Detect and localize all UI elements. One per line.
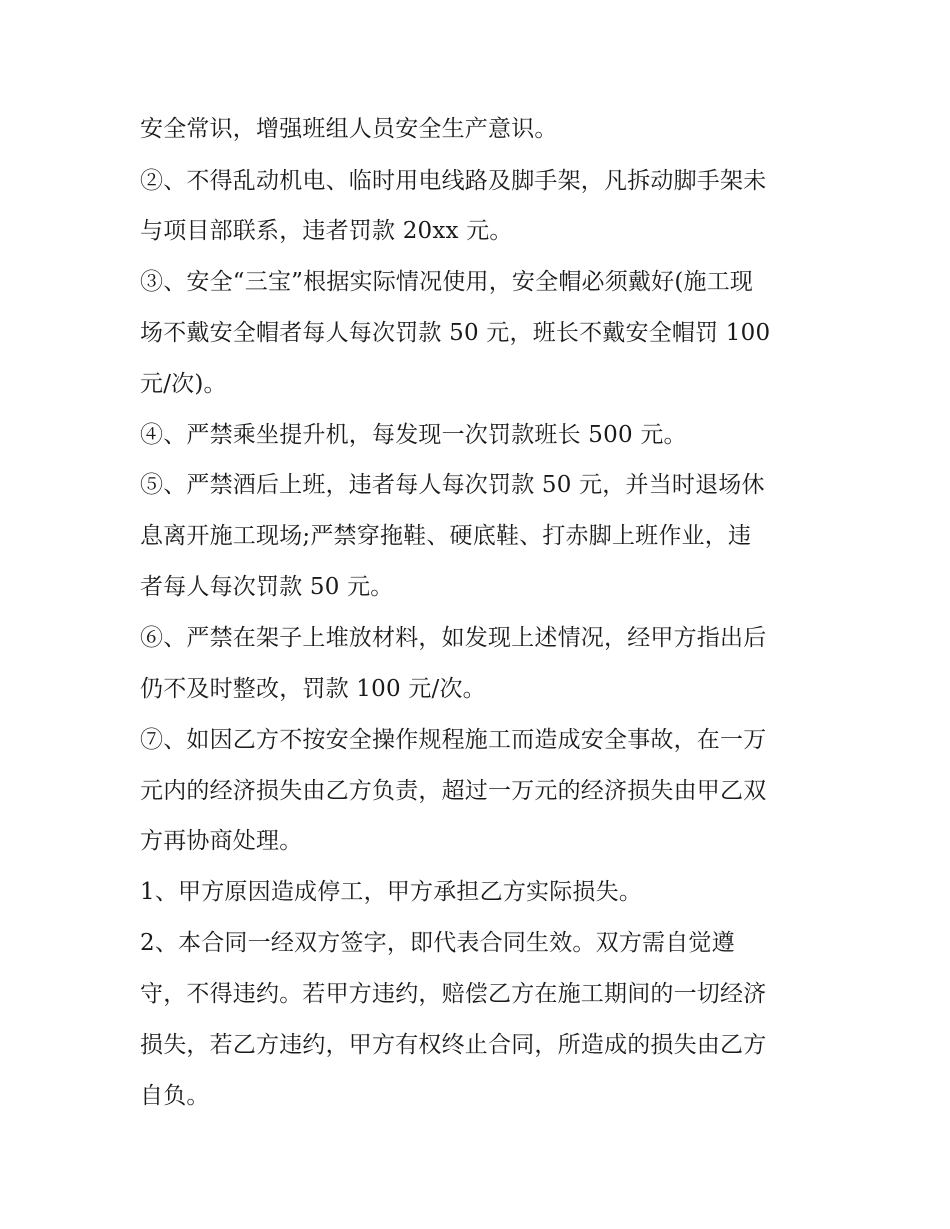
text-line: 元/次)。 <box>140 371 227 397</box>
text-line: 1、甲方原因造成停工，甲方承担乙方实际损失。 <box>140 879 643 905</box>
text-line: 安全常识，增强班组人员安全生产意识。 <box>140 116 558 142</box>
text-line: 仍不及时整改，罚款 100 元/次。 <box>140 676 486 702</box>
text-line: 损失，若乙方违约，甲方有权终止合同，所造成的损失由乙方 <box>140 1032 767 1058</box>
text-line: 元内的经济损失由乙方负责，超过一万元的经济损失由甲乙双 <box>140 778 767 804</box>
text-line: 方再协商处理。 <box>140 828 303 854</box>
text-line: ③、安全“三宝”根据实际情况使用，安全帽必须戴好(施工现 <box>140 269 754 295</box>
text-line: 与项目部联系，违者罚款 20xx 元。 <box>140 218 513 244</box>
text-line: 自负。 <box>140 1083 210 1109</box>
text-line: 息离开施工现场;严禁穿拖鞋、硬底鞋、打赤脚上班作业，违 <box>140 523 752 549</box>
text-line: ⑤、严禁酒后上班，违者每人每次罚款 50 元，并当时退场休 <box>140 472 765 498</box>
text-line: ②、不得乱动机电、临时用电线路及脚手架，凡拆动脚手架未 <box>140 168 767 194</box>
text-line: 者每人每次罚款 50 元。 <box>140 574 394 600</box>
text-line: ⑦、如因乙方不按安全操作规程施工而造成安全事故，在一万 <box>140 727 767 753</box>
text-line: 场不戴安全帽者每人每次罚款 50 元，班长不戴安全帽罚 100 <box>140 320 771 346</box>
text-line: 2、本合同一经双方签字，即代表合同生效。双方需自觉遵 <box>140 930 735 956</box>
text-line: ④、严禁乘坐提升机，每发现一次罚款班长 500 元。 <box>140 422 687 448</box>
text-line: ⑥、严禁在架子上堆放材料，如发现上述情况，经甲方指出后 <box>140 625 767 651</box>
text-line: 守，不得违约。若甲方违约，赔偿乙方在施工期间的一切经济 <box>140 981 767 1007</box>
